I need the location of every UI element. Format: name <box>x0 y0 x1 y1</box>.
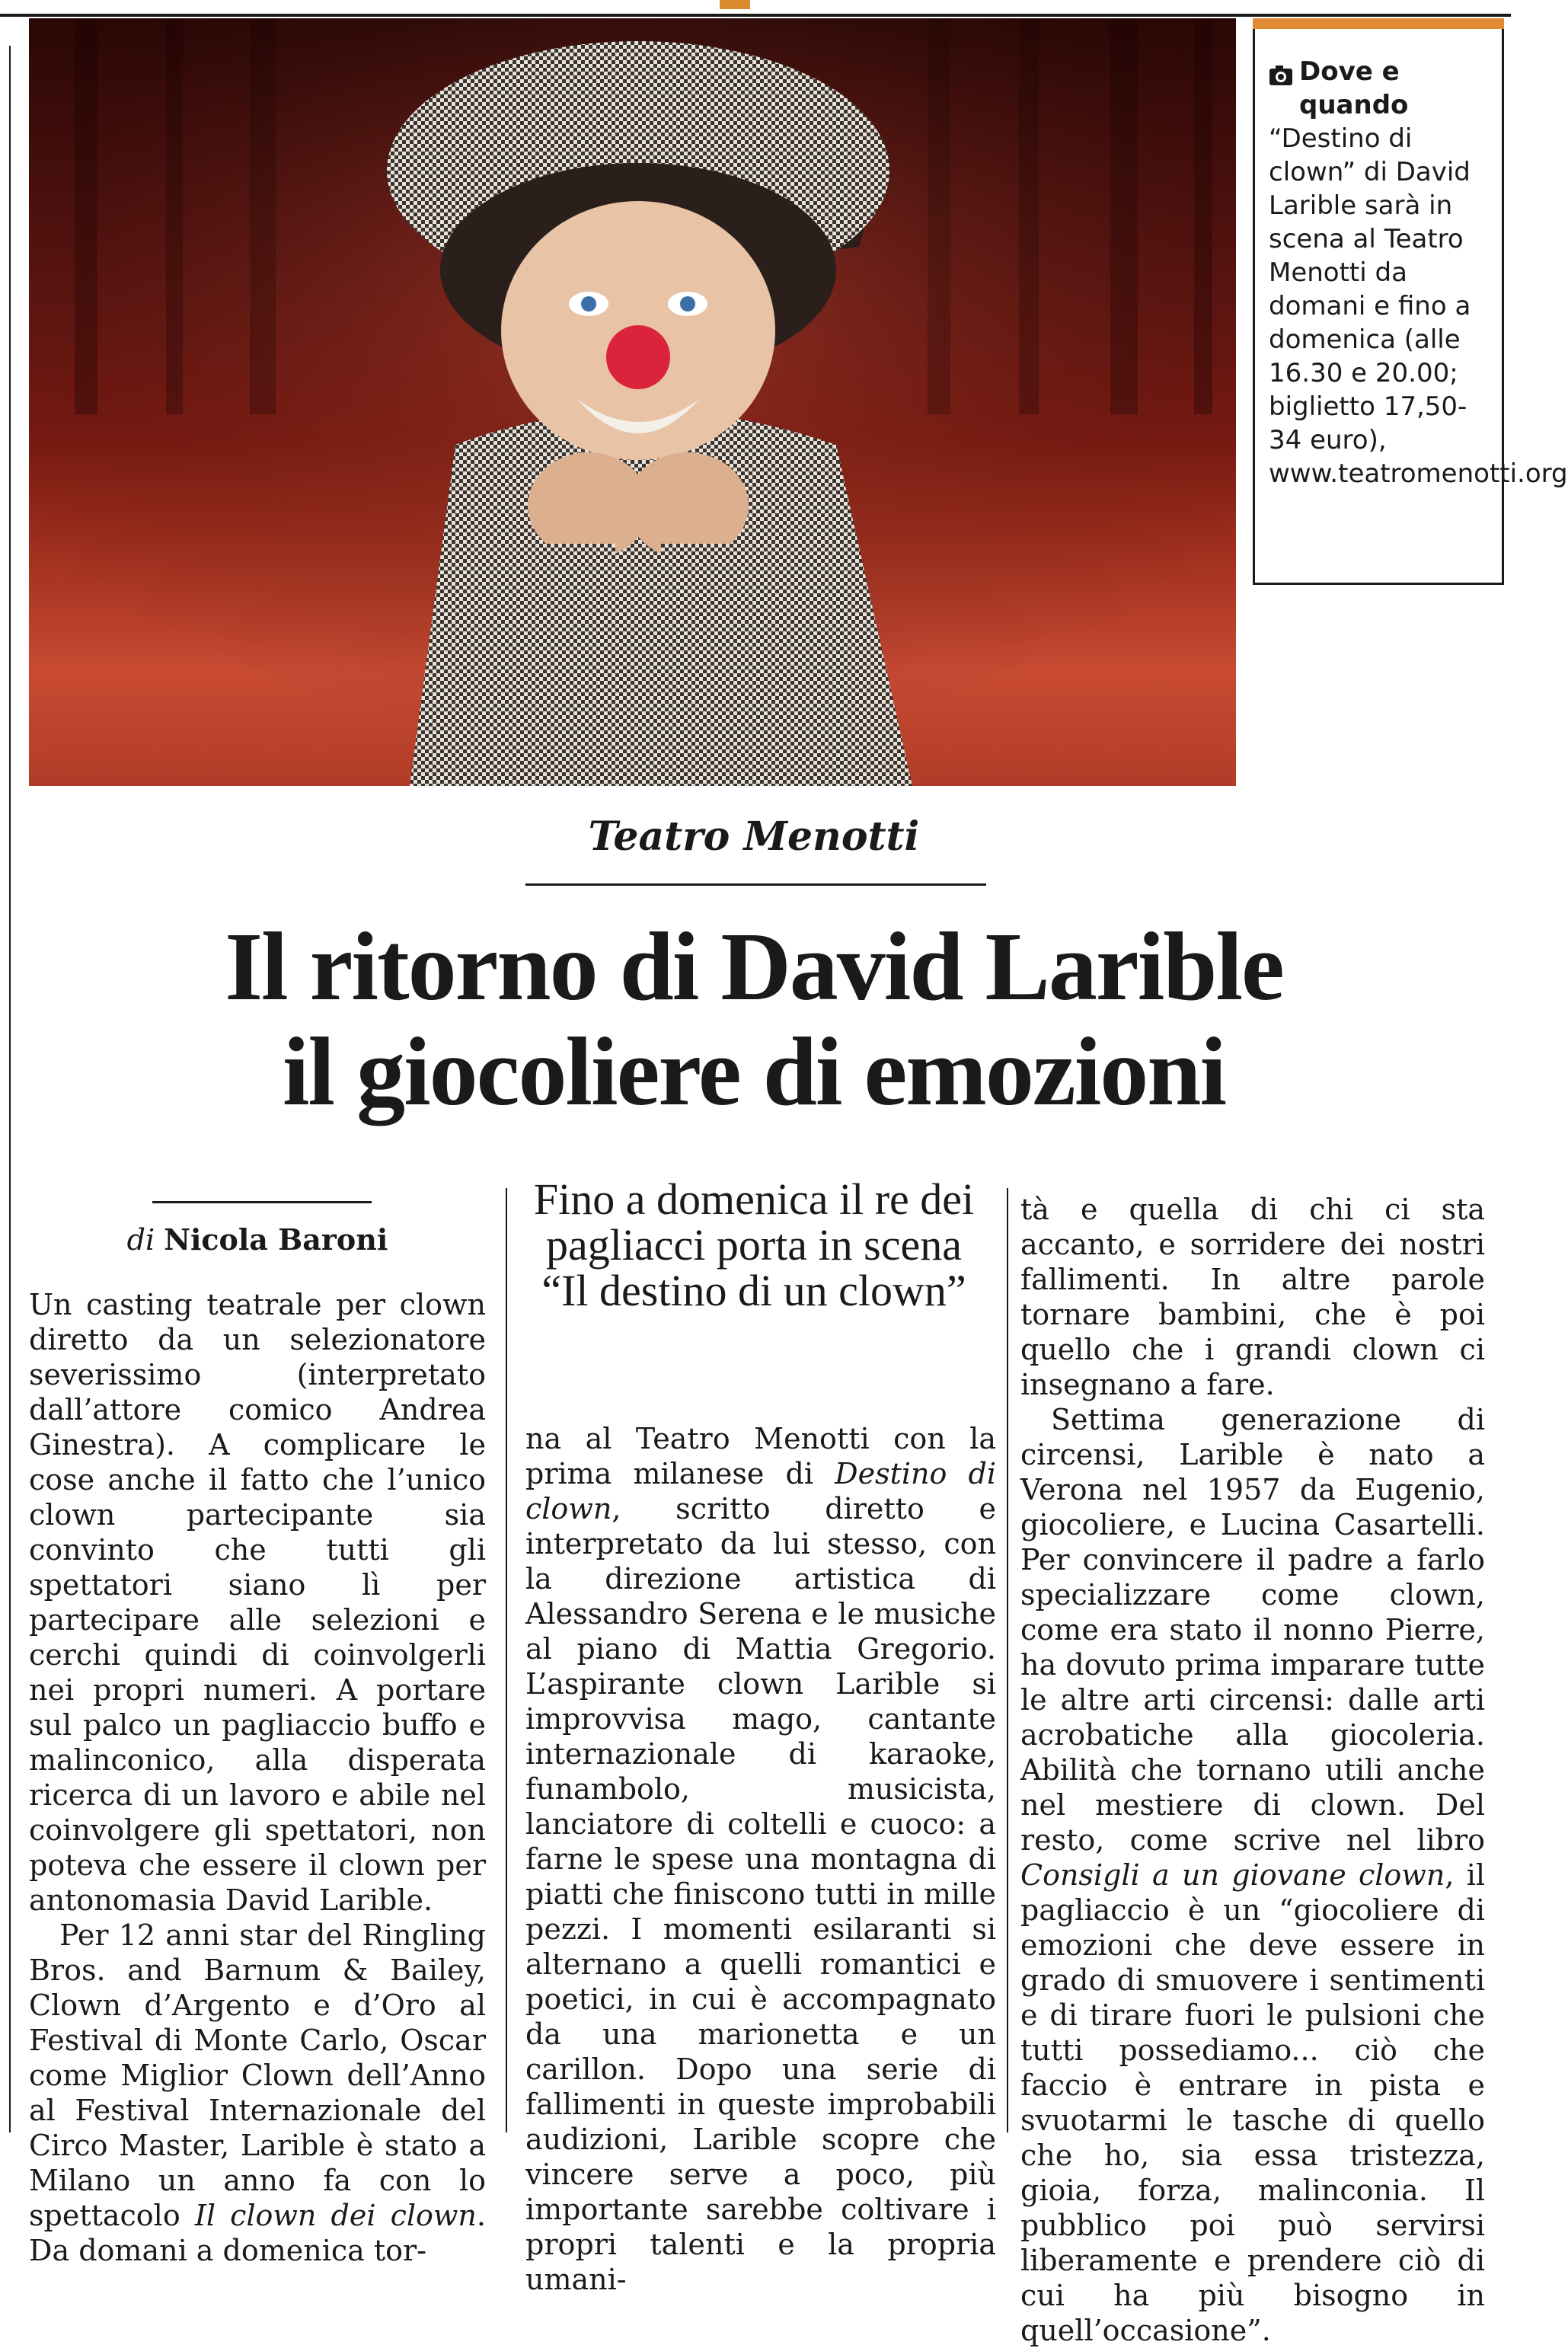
clown-portrait-illustration <box>29 18 1236 786</box>
kicker-rule <box>525 883 986 886</box>
left-margin-rule <box>9 46 11 2132</box>
red-nose <box>606 325 670 389</box>
info-box-body: “Destino di clown” di David Larible sarà in scena al Teatro Menotti da domani e fino a domenica (alle 16.30 e 20.00; biglietto 17,50-34 euro), www.teatromenotti.org <box>1269 123 1568 489</box>
headline <box>46 914 1462 1124</box>
section-marker <box>720 0 750 9</box>
info-box-accent <box>1253 18 1504 29</box>
right-hand <box>627 452 749 559</box>
camera-icon <box>1269 61 1293 122</box>
byline-name: Nicola Baroni <box>164 1222 388 1257</box>
article-column-2 <box>525 1421 996 2297</box>
col3-paragraph-1: tà e quella di chi ci sta accanto, e sorridere dei nostri fallimenti. In altre parole tornare bambini, che è poi quello che i grandi clown ci insegnano a fare. <box>1020 1193 1485 1401</box>
article-column-3 <box>1020 1192 1485 2348</box>
article-column-1 <box>29 1287 486 2268</box>
col1-paragraph-2: Per 12 anni star del Ringling Bros. and Barnum & Bailey, Clown d’Argento e d’Oro al Festival di Monte Carlo, Oscar come Miglior Clown dell’Anno al Festival Internazionale del Circo Master, Larible è stato a Milano un anno fa con lo spettacolo Il clown dei clown. Da domani a domenica tor- <box>29 1918 486 2267</box>
deck-subtitle: Fino a domenica il re dei pagliacci porta in scena “Il destino di un clown” <box>533 1174 975 1315</box>
headline-line-2: il giocoliere di emozioni <box>282 1017 1226 1126</box>
show-title-destino-di-clown: Destino di clown <box>525 1457 996 1525</box>
kicker: Teatro Menotti <box>588 813 920 860</box>
book-title-consigli: Consigli a un giovane clown <box>1020 1858 1445 1892</box>
show-title-il-clown-dei-clown: Il clown dei clown <box>194 2199 477 2232</box>
info-box-title: Dove e quando <box>1299 56 1409 120</box>
headline-line-1: Il ritorno di David Larible <box>225 912 1283 1021</box>
byline <box>29 1222 486 1257</box>
col3-paragraph-2: Settima generazione di circensi, Larible è nato a Verona nel 1957 da Eugenio, giocoliere, e Lucina Casartelli. Per convincere il padre a farlo specializzare come clown, come era stato il nonno Pierre, ha dovuto prima imparare tutte le altre arti circensi: dalle arti acrobatiche alla giocoleria. Abilità che tornano utili anche nel mestiere di clown. Del resto, come scrive nel libro Consigli a un giovane clown, il pagliaccio è un “giocoliere di emozioni che deve essere in grado di smuovere i sentimenti e di tirare fuori le pulsioni che tutti possediamo... ciò che faccio è entrare in pista e svuotarmi le tasche di quello che ho, sia essa tristezza, gioia, forza, malinconia. Il pubblico poi può servirsi liberamente e prendere ciò di cui ha più bisogno in quell’occasione”. <box>1020 1403 1486 2347</box>
clown-photo <box>29 18 1236 786</box>
col1-paragraph-1: Un casting teatrale per clown diretto da un selezionatore severissimo (interpretato dall’attore comico Andrea Ginestra). A complicare le cose anche il fatto che l’unico clown partecipante sia convinto che tutti gli spettatori siano lì per partecipare alle selezioni e cerchi quindi di coinvolgerli nei propri numeri. A portare sul palco un pagliaccio buffo e malinconico, alla disperata ricerca di un lavoro e abile nel coinvolgere gli spettatori, non poteva che essere il clown per antonomasia David Larible. <box>29 1288 486 1917</box>
byline-rule <box>152 1201 372 1203</box>
byline-prefix: di <box>126 1223 155 1257</box>
column-rule-2 <box>1007 1188 1008 2132</box>
info-box <box>1253 21 1568 585</box>
col2-paragraph-1: na al Teatro Menotti con la prima milanese di Destino di clown, scritto diretto e interpretato da lui stesso, con la direzione artistica di Alessandro Serena e le musiche al piano di Mattia Gregorio. L’aspirante clown Larible si improvvisa mago, cantante internazionale di karaoke, funambolo, musicista, lanciatore di coltelli e cuoco: a farne le spese una montagna di piatti che finiscono tutti in mille pezzi. I momenti esilaranti si alternano a quelli romantici e poetici, in cui è accompagnato da una marionetta e un carillon. Dopo una serie di fallimenti in queste improbabili audizioni, Larible scopre che vincere serve a poco, più importante sarebbe coltivare i propri talenti e la propria umani- <box>525 1422 996 2296</box>
column-rule-1 <box>506 1188 507 2132</box>
top-rule <box>0 14 1511 17</box>
